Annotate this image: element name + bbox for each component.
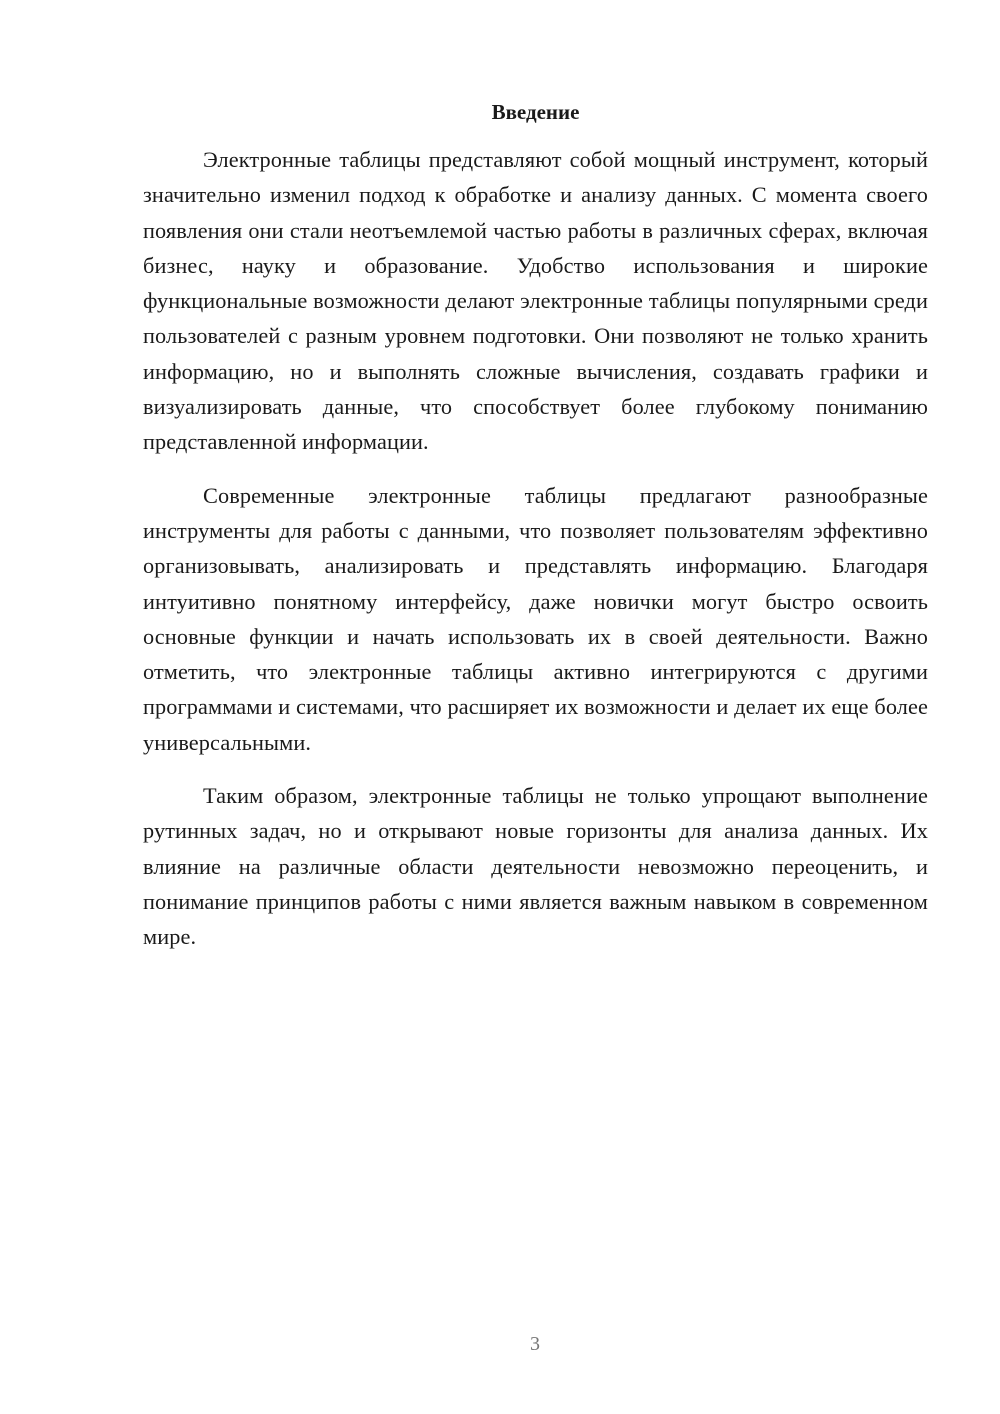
page-number: 3 [530,1333,540,1355]
paragraph-2: Современные электронные таблицы предлагают разнообразные инструменты для работы с данными, что позволяет пользователям эффективно организовывать, анализировать и представлять информацию. Благодаря интуитивно понятному интерфейсу, даже новички могут быстро освоить основные функции и начать использовать их в своей деятельности. Важно отметить, что электронные таблицы активно интегрируются с другими программами и системами, что расширяет их возможности и делает их еще более универсальными. [143,482,928,755]
body-text [143,142,928,973]
section-heading: Введение [491,100,580,124]
paragraph-1: Электронные таблицы представляют собой мощный инструмент, который значительно изменил подход к обработке и анализу данных. С момента своего появления они стали неотъемлемой частью работы в различных сферах, включая бизнес, науку и образование. Удобство использования и широкие функциональные возможности делают электронные таблицы популярными среди пользователей с разным уровнем подготовки. Они позволяют не только хранить информацию, но и выполнять сложные вычисления, создавать графики и визуализировать данные, что способствует более глубокому пониманию представленной информации. [143,147,928,455]
paragraph-3: Таким образом, электронные таблицы не только упрощают выполнение рутинных задач, но и открывают новые горизонты для анализа данных. Их влияние на различные области деятельности невозможно переоценить, и понимание принципов работы с ними является важным навыком в современном мире. [143,783,928,950]
